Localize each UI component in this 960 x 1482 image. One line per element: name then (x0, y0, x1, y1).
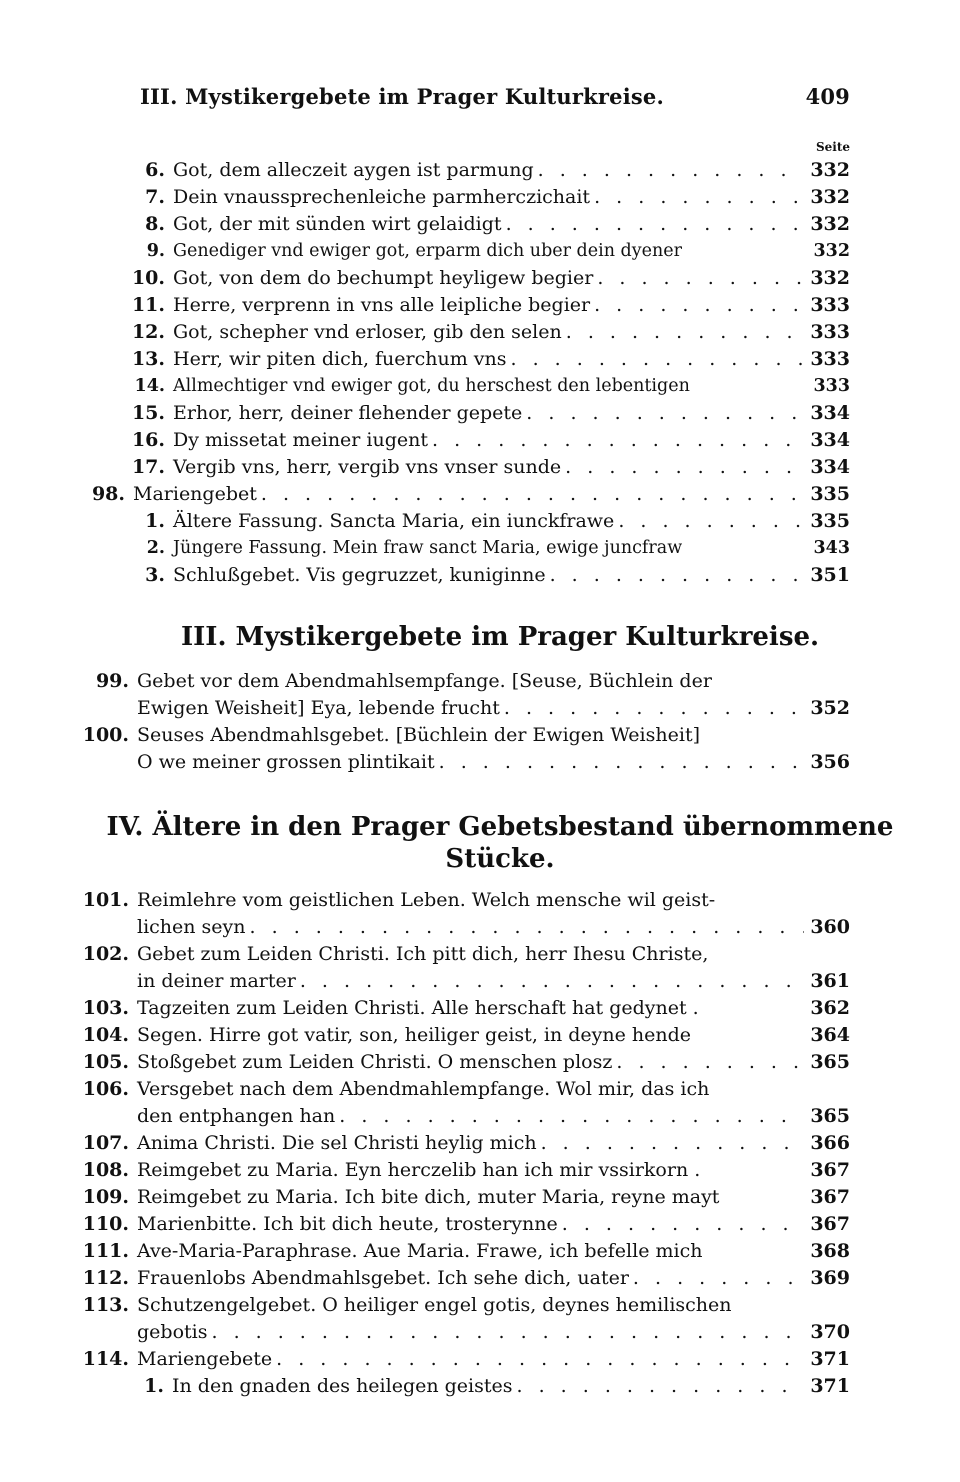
toc-entry (82, 887, 850, 913)
entry-number: 6. (145, 159, 165, 181)
entry-number: 17. (131, 456, 165, 478)
leader-dots (435, 749, 805, 775)
toc-entry-continuation (137, 695, 850, 721)
leader-dots (500, 695, 804, 721)
entry-number: 110. (82, 1213, 129, 1235)
toc-entry-continuation (137, 1103, 850, 1129)
entry-page: 367 (810, 1186, 850, 1208)
entry-text: Dein vnaussprechenleiche parmherczichait (173, 186, 591, 208)
entry-number: 12. (131, 321, 165, 343)
running-title: III. Mystikergebete im Prager Kulturkreise. (140, 84, 664, 109)
toc-entry-continuation (137, 914, 850, 940)
toc-entry (82, 722, 850, 748)
entry-text: Jüngere Fassung. Mein fraw sanct Maria, ewige juncfraw (173, 538, 683, 558)
toc-entry (145, 184, 850, 210)
entry-page: 332 (810, 186, 850, 208)
toc-entry (131, 400, 850, 426)
entry-number: 2. (146, 538, 165, 558)
entry-number: 101. (82, 889, 129, 911)
entry-text: Gebet zum Leiden Christi. Ich pitt dich, herr Ihesu Christe, (137, 943, 709, 965)
entry-page: 332 (810, 213, 850, 235)
entry-page: 351 (810, 564, 850, 586)
leader-dots (207, 1319, 804, 1345)
entry-page: 333 (810, 348, 850, 370)
entry-number: 111. (82, 1240, 129, 1262)
toc-entry (145, 562, 850, 588)
entry-page: 367 (810, 1159, 850, 1181)
entry-text: Stoßgebet zum Leiden Christi. O menschen plosz (137, 1051, 613, 1073)
toc-entry (131, 427, 850, 453)
leader-dots (546, 562, 805, 588)
leader-dots (562, 319, 805, 345)
leader-dots (534, 157, 805, 183)
leader-dots (558, 1211, 805, 1237)
entry-number: 100. (82, 724, 129, 746)
entry-number: 107. (82, 1132, 129, 1154)
entry-text: Frauenlobs Abendmahlsgebet. Ich sehe dich, uater (137, 1267, 629, 1289)
entry-text: Allmechtiger vnd ewiger got, du herschest den lebentigen (173, 376, 690, 396)
entry-text: Anima Christi. Die sel Christi heylig mich (137, 1132, 537, 1154)
toc-entry (82, 1157, 850, 1183)
entry-text: Erhor, herr, deiner flehender gepete (173, 402, 523, 424)
entry-text: Tagzeiten zum Leiden Christi. Alle herschaft hat gedynet . (137, 997, 699, 1019)
entry-text: den entphangen han (137, 1105, 336, 1127)
entry-number: 14. (134, 376, 165, 396)
entry-page: 333 (813, 376, 850, 396)
toc-entry (146, 535, 850, 561)
entry-page: 370 (810, 1321, 850, 1343)
running-header (140, 84, 850, 109)
entry-number: 112. (82, 1267, 129, 1289)
entry-text: Segen. Hirre got vatir, son, heiliger geist, in deyne hende (137, 1024, 692, 1046)
entry-page: 368 (810, 1240, 850, 1262)
entry-text: Herre, verprenn in vns alle leipliche begier (173, 294, 591, 316)
entry-number: 16. (131, 429, 165, 451)
leader-dots (614, 508, 804, 534)
toc-entry (82, 1076, 850, 1102)
toc-entry (131, 346, 850, 372)
entry-text: Schutzengelgebet. O heiliger engel gotis, deynes hemilischen (137, 1294, 732, 1316)
entry-text: Herr, wir piten dich, fuerchum vns (173, 348, 507, 370)
leader-dots (537, 1130, 805, 1156)
entry-number: 9. (146, 241, 165, 261)
entry-page: 335 (810, 483, 850, 505)
entry-page: 371 (810, 1375, 850, 1397)
leader-dots (272, 1346, 804, 1372)
entry-page: 332 (810, 267, 850, 289)
entry-page: 352 (810, 697, 850, 719)
entry-text: Vergib vns, herr, vergib vns vnser sunde (173, 456, 562, 478)
entry-page: 335 (810, 510, 850, 532)
entry-page: 333 (810, 294, 850, 316)
toc-entry (144, 1373, 850, 1399)
entry-text: O we meiner grossen plintikait (137, 751, 435, 773)
entry-page: 334 (810, 429, 850, 451)
entry-number: 108. (82, 1159, 129, 1181)
entry-number: 99. (95, 670, 129, 692)
entry-text: Reimgebet zu Maria. Ich bite dich, muter Maria, reyne mayt (137, 1186, 720, 1208)
entry-page: 365 (810, 1105, 850, 1127)
toc-entry (146, 238, 850, 264)
leader-dots (590, 292, 804, 318)
entry-text: In den gnaden des heilegen geistes (172, 1375, 513, 1397)
entry-number: 1. (145, 510, 165, 532)
entry-page: 332 (813, 241, 850, 261)
entry-text: Got, schepher vnd erloser, gib den selen (173, 321, 562, 343)
entry-page: 371 (810, 1348, 850, 1370)
entry-number: 8. (145, 213, 165, 235)
entry-number: 7. (145, 186, 165, 208)
entry-number: 13. (131, 348, 165, 370)
seite-label: Seite (815, 140, 850, 154)
toc-entry-continuation (137, 749, 850, 775)
section-heading: IV. Ältere in den Prager Gebetsbestand übernommene (106, 812, 894, 842)
entry-number: 10. (131, 267, 165, 289)
leader-dots (513, 1373, 805, 1399)
page-number: 409 (805, 84, 850, 109)
toc-entry (82, 1292, 850, 1318)
toc-entry (82, 1130, 850, 1156)
toc-entry (131, 292, 850, 318)
entry-text: Got, von dem do bechumpt heyligew begier (173, 267, 594, 289)
entry-text: Gebet vor dem Abendmahlsempfange. [Seuse, Büchlein der (137, 670, 712, 692)
toc-entry (82, 1211, 850, 1237)
entry-page: 356 (810, 751, 850, 773)
toc-entry (131, 319, 850, 345)
toc-entry-continuation (137, 968, 850, 994)
toc-entry-continuation (137, 1319, 850, 1345)
toc-entry (82, 1022, 850, 1048)
entry-text: Reimlehre vom geistlichen Leben. Welch mensche wil geist- (137, 889, 716, 911)
entry-number: 106. (82, 1078, 129, 1100)
entry-text: Mariengebet (133, 483, 257, 505)
entry-page: 366 (810, 1132, 850, 1154)
entry-number: 104. (82, 1024, 129, 1046)
entry-number: 11. (131, 294, 165, 316)
entry-text: Ave-Maria-Paraphrase. Aue Maria. Frawe, ich befelle mich (137, 1240, 703, 1262)
entry-number: 15. (131, 402, 165, 424)
leader-dots (593, 265, 804, 291)
leader-dots (428, 427, 804, 453)
section-heading: III. Mystikergebete im Prager Kulturkreise. (180, 622, 820, 652)
entry-page: 343 (813, 538, 850, 558)
entry-text: Schlußgebet. Vis gegruzzet, kuniginne (173, 564, 546, 586)
entry-page: 367 (810, 1213, 850, 1235)
entry-number: 105. (82, 1051, 129, 1073)
entry-page: 332 (810, 159, 850, 181)
toc-entry (82, 1184, 850, 1210)
leader-dots (507, 346, 805, 372)
leader-dots (561, 454, 804, 480)
toc-entry (82, 1346, 850, 1372)
entry-text: Marienbitte. Ich bit dich heute, trosterynne (137, 1213, 558, 1235)
entry-text: Versgebet nach dem Abendmahlempfange. Wol mir, das ich (137, 1078, 710, 1100)
toc-entry (82, 995, 850, 1021)
entry-page: 334 (810, 402, 850, 424)
entry-number: 102. (82, 943, 129, 965)
entry-page: 362 (810, 997, 850, 1019)
toc-entry (91, 481, 850, 507)
toc-entry (82, 1049, 850, 1075)
entry-number: 1. (144, 1375, 164, 1397)
entry-text: Ewigen Weisheit] Eya, lebende frucht (137, 697, 500, 719)
entry-text: in deiner marter (137, 970, 296, 992)
entry-number: 114. (82, 1348, 129, 1370)
entry-number: 3. (145, 564, 165, 586)
entry-page: 334 (810, 456, 850, 478)
toc-entry (131, 454, 850, 480)
leader-dots (522, 400, 804, 426)
entry-page: 360 (810, 916, 850, 938)
entry-text: gebotis (137, 1321, 208, 1343)
toc-entry (82, 941, 850, 967)
leader-dots (612, 1049, 804, 1075)
toc-entry (145, 157, 850, 183)
entry-page: 364 (810, 1024, 850, 1046)
entry-text: Got, dem alleczeit aygen ist parmung (173, 159, 534, 181)
entry-text: Genediger vnd ewiger got, erparm dich uber dein dyener (173, 241, 682, 261)
entry-page: 361 (810, 970, 850, 992)
toc-entry (145, 508, 850, 534)
entry-text: Reimgebet zu Maria. Eyn herczelib han ich mir vssirkorn . (137, 1159, 701, 1181)
entry-number: 113. (82, 1294, 129, 1316)
toc-entry (145, 211, 850, 237)
toc-entry (82, 1238, 850, 1264)
entry-page: 333 (810, 321, 850, 343)
entry-text: Seuses Abendmahlsgebet. [Büchlein der Ewigen Weisheit] (137, 724, 700, 746)
entry-number: 98. (91, 483, 125, 505)
section-heading-line2: Stücke. (445, 844, 555, 874)
entry-page: 365 (810, 1051, 850, 1073)
leader-dots (257, 481, 804, 507)
leader-dots (296, 968, 805, 994)
toc-entry (82, 1265, 850, 1291)
entry-text: Ältere Fassung. Sancta Maria, ein iunckfrawe (173, 510, 615, 532)
entry-text: Mariengebete (137, 1348, 273, 1370)
toc-entry (131, 265, 850, 291)
leader-dots (590, 184, 804, 210)
entry-number: 109. (82, 1186, 129, 1208)
leader-dots (629, 1265, 804, 1291)
leader-dots (502, 211, 805, 237)
toc-entry (95, 668, 850, 694)
entry-text: Got, der mit sünden wirt gelaidigt (173, 213, 502, 235)
leader-dots (335, 1103, 804, 1129)
entry-page: 369 (810, 1267, 850, 1289)
entry-text: lichen seyn (137, 916, 246, 938)
leader-dots (246, 914, 805, 940)
toc-entry (134, 373, 850, 399)
entry-text: Dy missetat meiner iugent (173, 429, 429, 451)
entry-number: 103. (82, 997, 129, 1019)
